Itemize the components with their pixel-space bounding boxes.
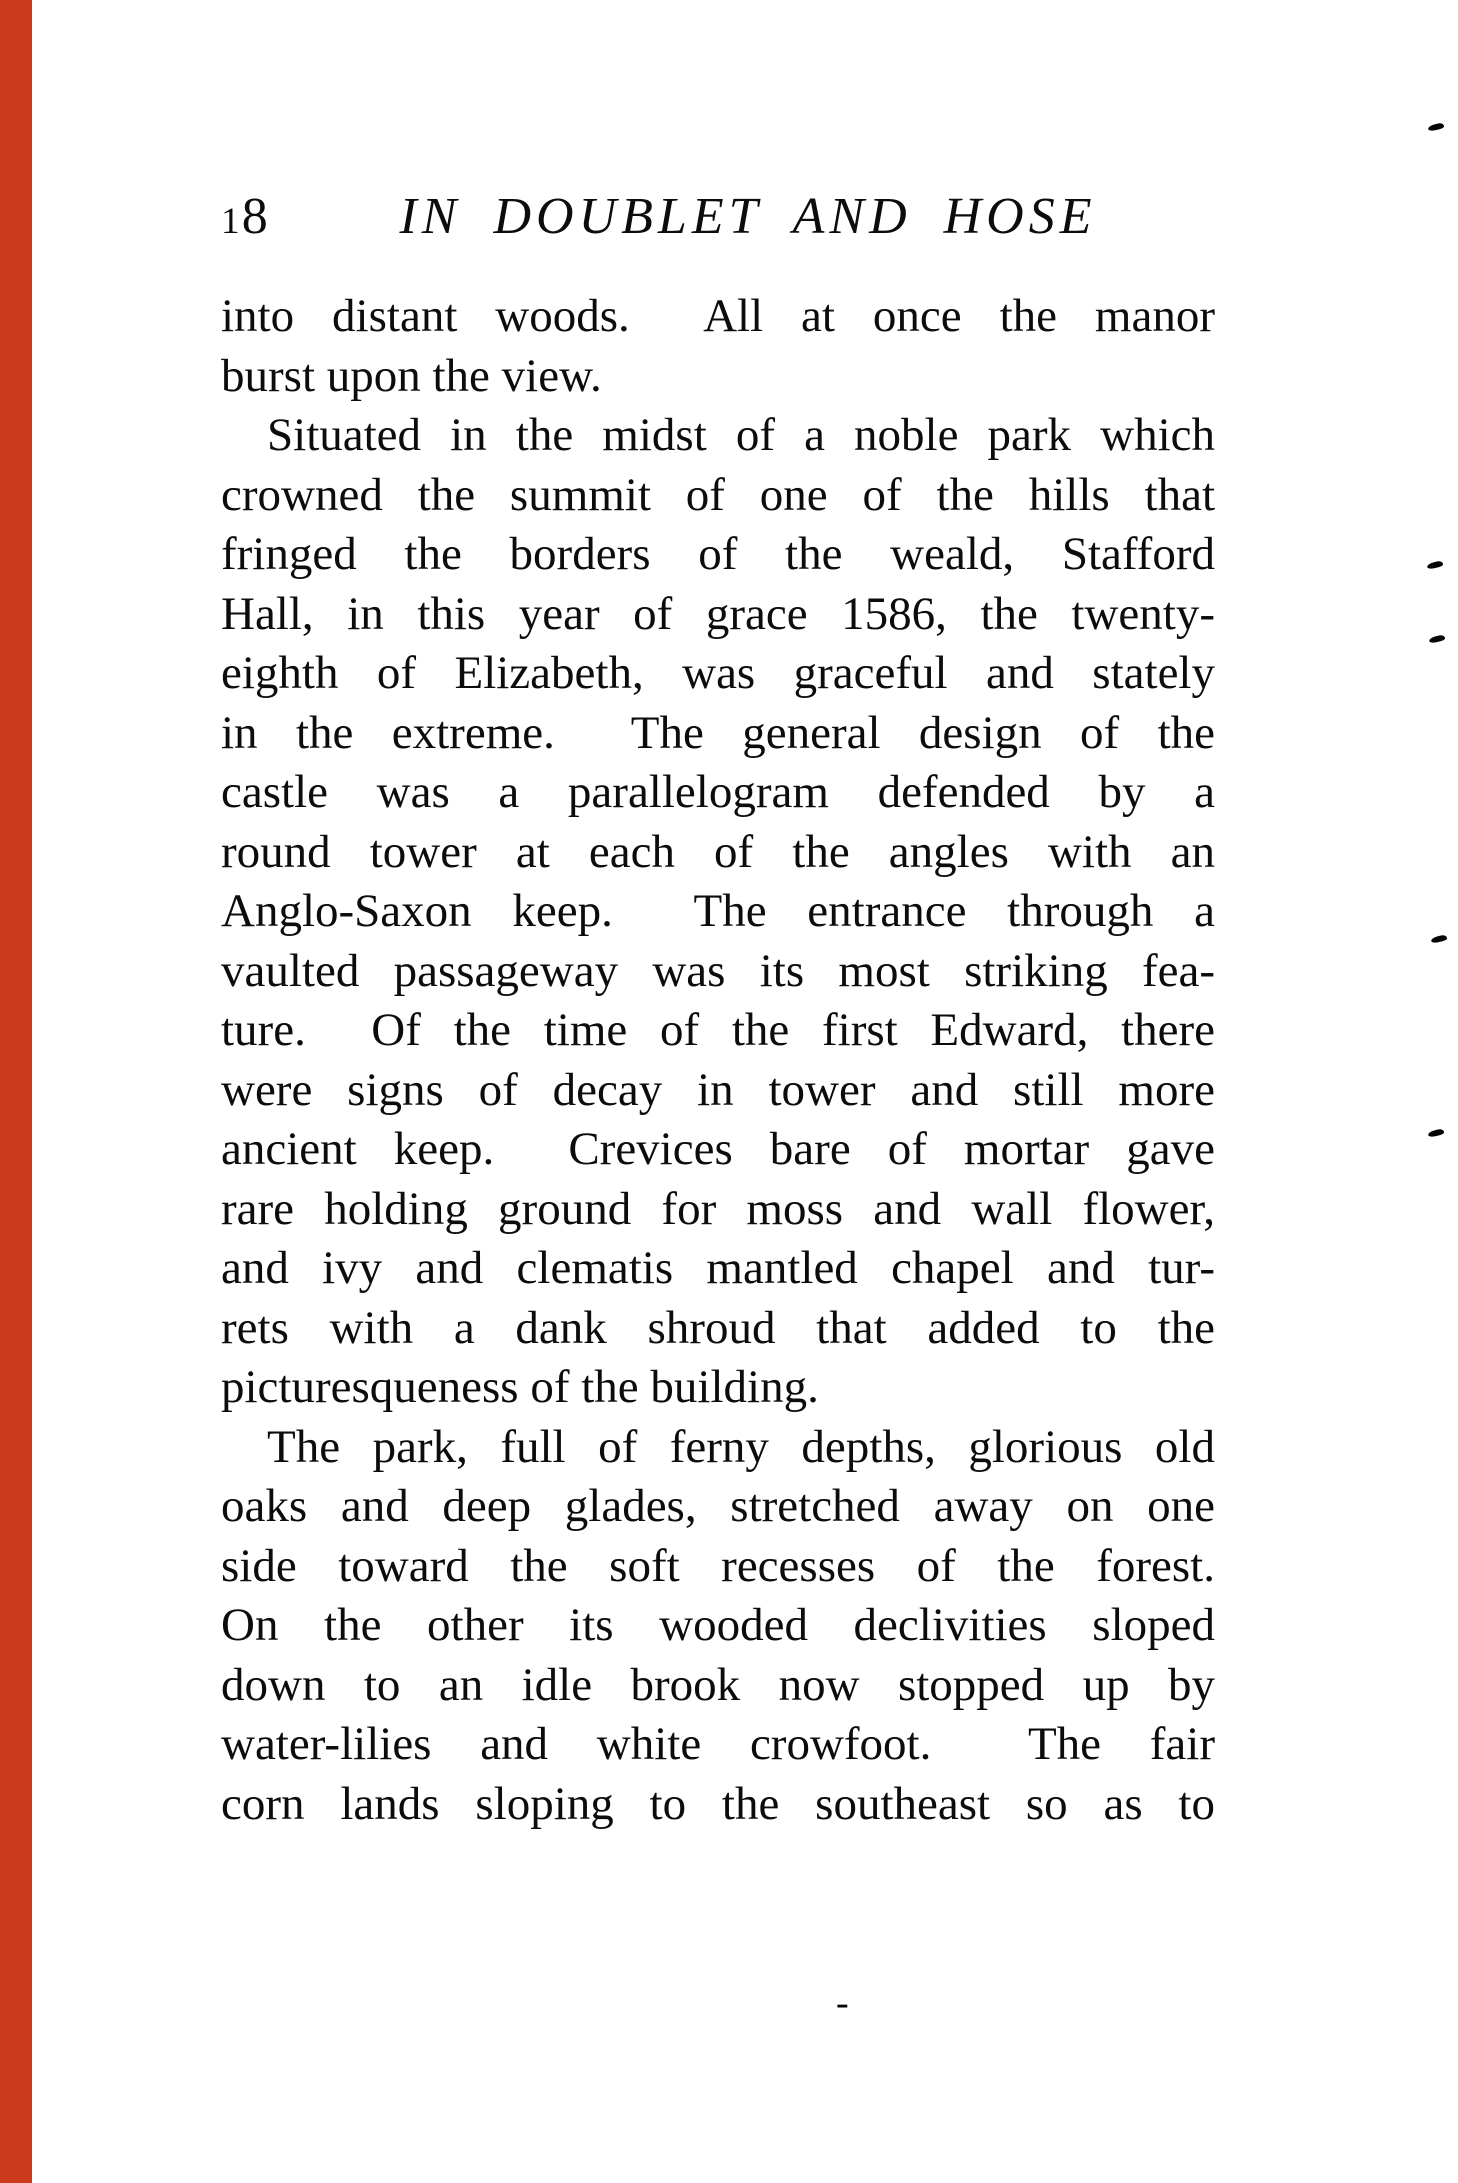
body-line: oaks and deep glades, stretched away on one (221, 1480, 1215, 1532)
scan-speck (1431, 934, 1448, 943)
running-title: IN DOUBLET AND HOSE (399, 188, 1097, 245)
body-line: burst upon the view. (221, 349, 602, 402)
scan-speck (1429, 634, 1446, 643)
body-line: On the other its wooded declivities sloped (221, 1599, 1215, 1651)
body-line: ancient keep. Crevices bare of mortar gave (221, 1123, 1215, 1175)
body-line: The park, full of ferny depths, glorious old (267, 1420, 1215, 1473)
body-line: and ivy and clematis mantled chapel and tur- (221, 1242, 1215, 1294)
body-line: Situated in the midst of a noble park which (267, 409, 1215, 461)
body-line: Hall, in this year of grace 1586, the twenty- (221, 587, 1215, 640)
body-line: rets with a dank shroud that added to the (221, 1301, 1215, 1354)
body-line: corn lands sloping to the southeast so as to (221, 1777, 1215, 1830)
body-line: ture. Of the time of the first Edward, there (221, 1004, 1215, 1056)
body-line: down to an idle brook now stopped up by (221, 1658, 1215, 1711)
body-line: water-lilies and white crowfoot. The fair (221, 1718, 1215, 1770)
scan-speck (1428, 122, 1445, 131)
body-line: round tower at each of the angles with an (221, 825, 1215, 878)
body-line: into distant woods. All at once the manor (221, 290, 1215, 342)
body-line: side toward the soft recesses of the forest. (221, 1539, 1215, 1592)
scan-speck (1428, 1128, 1445, 1137)
body-line: picturesqueness of the building. (221, 1361, 819, 1413)
book-edge-red-strip (0, 0, 32, 2183)
page-number: 18 (221, 188, 270, 245)
body-line: in the extreme. The general design of the (221, 706, 1215, 759)
body-line: were signs of decay in tower and still more (221, 1063, 1215, 1116)
body-line: eighth of Elizabeth, was graceful and stately (221, 647, 1215, 699)
body-line: vaulted passageway was its most striking fea- (221, 944, 1215, 997)
body-line: fringed the borders of the weald, Stafford (221, 528, 1215, 580)
body-text (221, 287, 1215, 1834)
stray-dash-mark: - (836, 1982, 849, 2024)
body-line: rare holding ground for moss and wall flower, (221, 1182, 1215, 1235)
scan-speck (1427, 560, 1444, 569)
body-line: castle was a parallelogram defended by a (221, 766, 1215, 818)
body-line: crowned the summit of one of the hills that (221, 468, 1215, 521)
running-header (221, 188, 1215, 250)
body-line: Anglo-Saxon keep. The entrance through a (221, 885, 1215, 937)
